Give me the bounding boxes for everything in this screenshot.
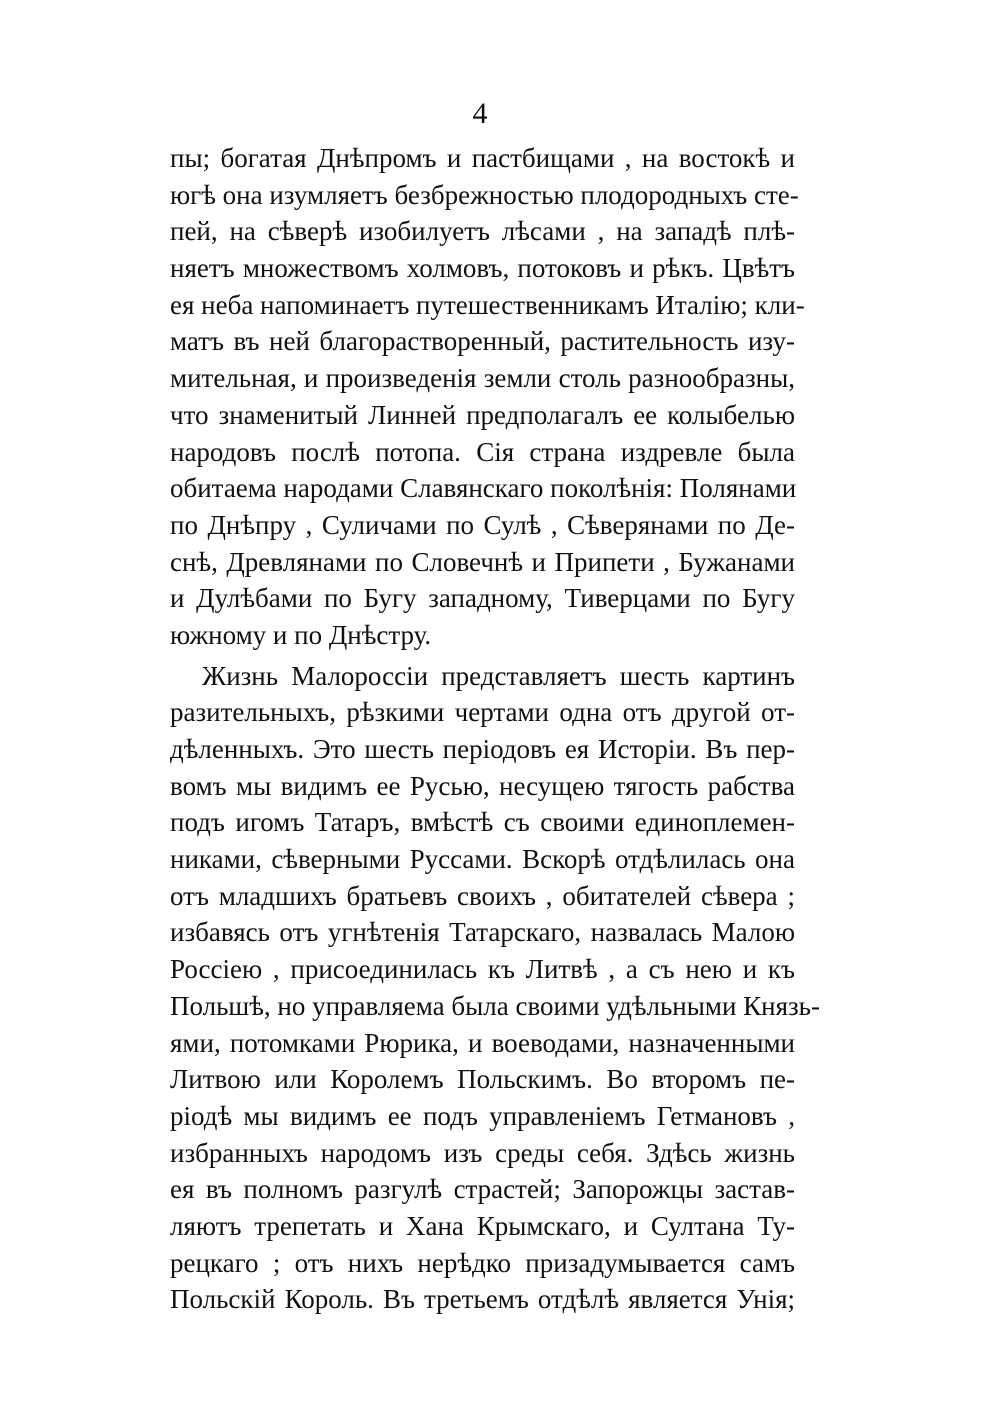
text-line: дѣленныхъ. Это шесть періодовъ ея Исторіи. Въ пер- bbox=[170, 734, 795, 764]
paragraph-1 bbox=[170, 140, 805, 654]
text-line: ея въ полномъ разгулѣ страстей; Запорожцы застав- bbox=[170, 1174, 795, 1205]
text-line: разительныхъ, рѣзкими чертами одна отъ другой от- bbox=[170, 697, 795, 728]
page-number: 4 bbox=[472, 97, 488, 130]
text-line: снѣ, Древлянами по Словечнѣ и Припети , Бужанами bbox=[170, 546, 795, 577]
text-line: няетъ множествомъ холмовъ, потоковъ и рѣкъ. Цвѣтъ bbox=[170, 253, 795, 284]
text-line: вомъ мы видимъ ее Русью, несущею тягость рабства bbox=[170, 770, 795, 801]
text-line: матъ въ ней благорастворенный, растительность изу- bbox=[170, 326, 795, 357]
text-line: югѣ она изумляетъ безбрежностью плодородныхъ сте- bbox=[170, 179, 799, 210]
text-line: Польскій Король. Въ третьемъ отдѣлѣ является Унія; bbox=[170, 1284, 795, 1315]
text-line: южному и по Днѣстру. bbox=[170, 619, 432, 650]
text-line: подъ игомъ Татаръ, вмѣстѣ съ своими единоплемен- bbox=[170, 807, 795, 838]
text-line: отъ младшихъ братьевъ своихъ , обитателей сѣвера ; bbox=[170, 880, 795, 911]
text-line: народовъ послѣ потопа. Сія страна издревле была bbox=[170, 436, 795, 467]
text-line: пы; богатая Днѣпромъ и пастбищами , на востокѣ и bbox=[170, 143, 795, 173]
text-line: избранныхъ народомъ изъ среды себя. Здѣсь жизнь bbox=[170, 1137, 795, 1168]
text-line: пей, на сѣверѣ изобилуетъ лѣсами , на западѣ плѣ- bbox=[170, 216, 795, 247]
text-line: и Дулѣбами по Бугу западному, Тиверцами по Бугу bbox=[170, 583, 795, 614]
text-line: обитаема народами Славянскаго поколѣнія: Полянами bbox=[170, 473, 797, 504]
paragraph-2 bbox=[170, 658, 820, 1318]
text-line: ляютъ трепетать и Хана Крымскаго, и Султана Ту- bbox=[170, 1210, 795, 1241]
text-line: ями, потомками Рюрика, и воеводами, назначенными bbox=[170, 1027, 795, 1058]
body-text bbox=[170, 140, 820, 1318]
text-line: что знаменитый Линней предполагалъ ее колыбелью bbox=[170, 399, 795, 430]
text-line: ея неба напоминаетъ путешественникамъ Италію; кли- bbox=[170, 289, 805, 320]
text-line: Жизнь Малороссіи представляетъ шесть картинъ bbox=[202, 660, 795, 691]
text-line: избавясь отъ угнѣтенія Татарскаго, назвалась Малою bbox=[170, 917, 795, 948]
text-line: Литвою или Королемъ Польскимъ. Во второмъ пе- bbox=[170, 1064, 795, 1095]
text-line: никами, сѣверными Руссами. Вскорѣ отдѣлилась она bbox=[170, 844, 795, 875]
text-line: мительная, и произведенія земли столь разнообразны, bbox=[170, 363, 795, 394]
text-line: рецкаго ; отъ нихъ нерѣдко призадумывается самъ bbox=[170, 1247, 795, 1278]
text-line: Польшѣ, но управляема была своими удѣльными Князь- bbox=[170, 990, 820, 1021]
text-line: по Днѣпру , Суличами по Сулѣ , Сѣверянами по Де- bbox=[170, 509, 795, 540]
text-line: Россіею , присоединилась къ Литвѣ , а съ нею и къ bbox=[170, 954, 795, 985]
text-line: ріодѣ мы видимъ ее подъ управленіемъ Гетмановъ , bbox=[170, 1100, 795, 1131]
